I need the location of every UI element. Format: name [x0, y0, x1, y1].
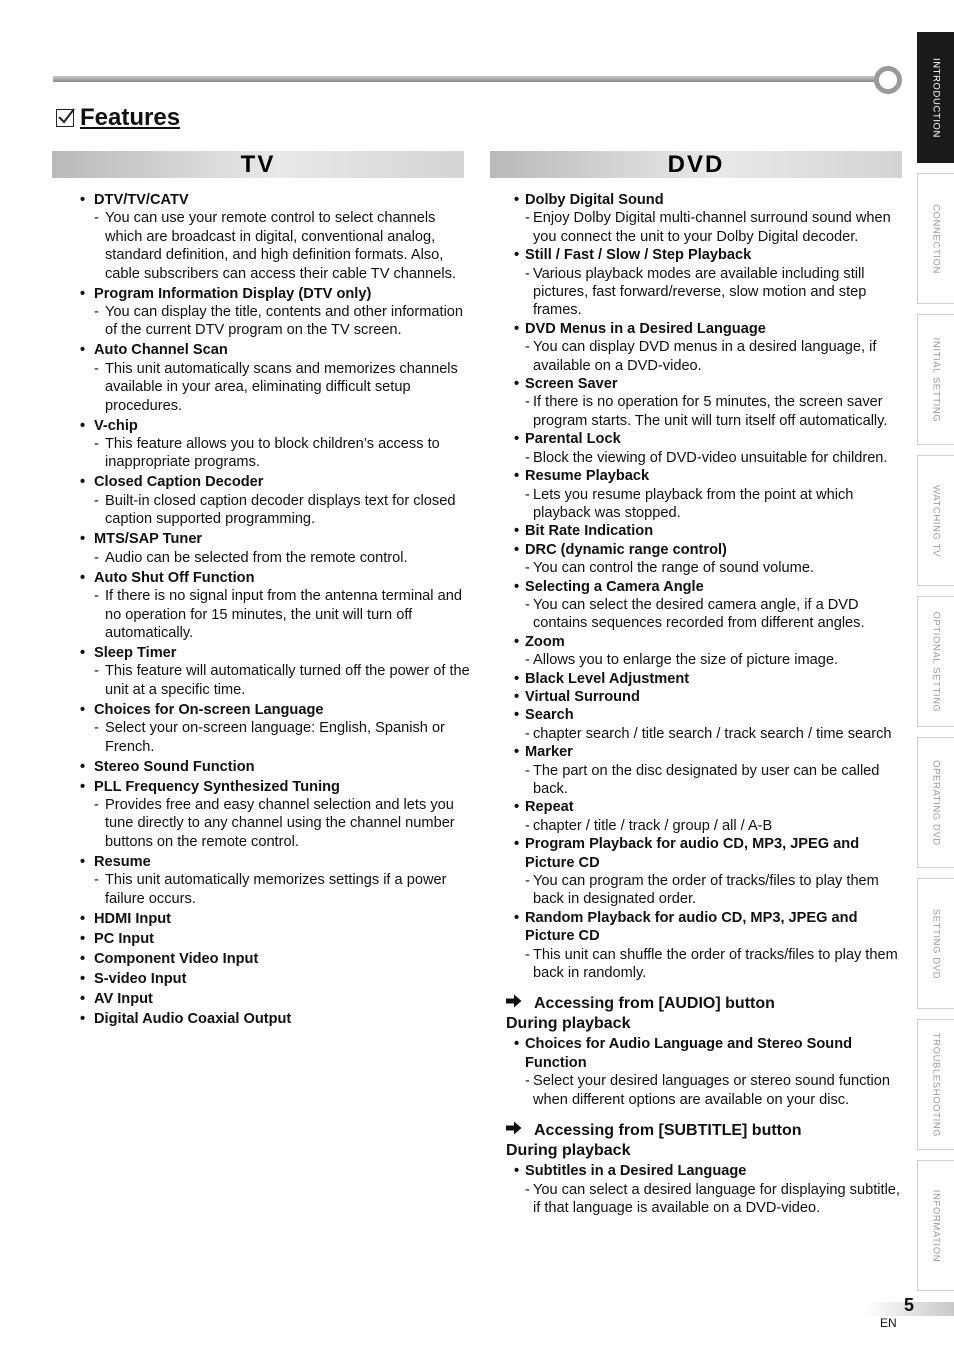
dvd-feature-column — [506, 191, 906, 1217]
item-title: AV Input — [94, 990, 153, 1007]
item-desc: - You can program the order of tracks/files to play them back in designated order. — [525, 872, 906, 909]
tab-label: OPTIONAL SETTING — [930, 610, 942, 713]
item-title: Selecting a Camera Angle — [525, 578, 704, 595]
list-item: • Search - chapter search / title search / track search / time search — [514, 706, 906, 743]
item-desc: - chapter search / title search / track search / time search — [525, 725, 906, 743]
list-item: • DRC (dynamic range control) - You can control the range of sound volume. — [514, 541, 906, 578]
item-desc: - Audio can be selected from the remote control. — [94, 549, 470, 567]
list-item: • Choices for On-screen Language - Select your on-screen language: English, Spanish or French. — [80, 701, 470, 756]
tab-label: OPERATING DVD — [930, 759, 942, 846]
item-desc: - Select your desired languages or stereo sound function when different options are available on your disc. — [525, 1072, 906, 1109]
audio-access-heading: Accessing from [AUDIO] button — [506, 994, 906, 1014]
item-desc: - This feature will automatically turned off the power of the unit at a specific time. — [94, 662, 470, 699]
item-title: Program Information Display (DTV only) — [94, 285, 372, 302]
item-title: DRC (dynamic range control) — [525, 541, 727, 558]
item-title: Black Level Adjustment — [525, 670, 690, 687]
item-title: Resume — [94, 853, 151, 870]
item-title: Virtual Surround — [525, 688, 640, 705]
item-title: S-video Input — [94, 970, 187, 987]
tab-setting-dvd[interactable] — [917, 878, 954, 1009]
item-desc: - If there is no operation for 5 minutes, the screen saver program starts. The unit will turn itself off automatically. — [525, 393, 906, 430]
item-title: Marker — [525, 744, 573, 761]
list-item: • Auto Channel Scan - This unit automatically scans and memorizes channels available in your area, eliminating difficult setup procedures. — [80, 341, 470, 415]
item-title: Resume Playback — [525, 468, 650, 485]
page-heading — [56, 104, 180, 132]
item-desc: - Block the viewing of DVD-video unsuitable for children. — [525, 449, 906, 467]
tab-operating-dvd[interactable] — [917, 737, 954, 868]
item-title: Choices for On-screen Language — [94, 701, 324, 718]
item-desc: - Built-in closed caption decoder displays text for closed caption supported programming. — [94, 492, 470, 529]
list-item: • V-chip - This feature allows you to block children’s access to inappropriate programs. — [80, 417, 470, 472]
item-desc: - If there is no signal input from the antenna terminal and no operation for 15 minutes, the unit will turn off automatically. — [94, 587, 470, 642]
list-item: • Bit Rate Indication — [514, 522, 906, 540]
list-item: • Parental Lock - Block the viewing of DVD-video unsuitable for children. — [514, 430, 906, 467]
item-desc: - chapter / title / track / group / all / A-B — [525, 817, 906, 835]
arrow-right-icon — [506, 994, 524, 1014]
page-title: Features — [80, 104, 181, 131]
item-title: Dolby Digital Sound — [525, 192, 664, 208]
item-title: Closed Caption Decoder — [94, 474, 264, 491]
list-item: • Black Level Adjustment — [514, 670, 906, 688]
tab-label: WATCHING TV — [930, 484, 942, 557]
tab-connection[interactable] — [917, 173, 954, 304]
item-desc: - Enjoy Dolby Digital multi-channel surround sound when you connect the unit to your Dolby Digital decoder. — [525, 209, 906, 246]
item-title: HDMI Input — [94, 910, 172, 927]
list-item: • Random Playback for audio CD, MP3, JPEG and Picture CD - This unit can shuffle the order of tracks/files to play them back in randomly. — [514, 909, 906, 983]
list-item: • Sleep Timer - This feature will automatically turned off the power of the unit at a specific time. — [80, 644, 470, 699]
list-item: • HDMI Input — [80, 910, 470, 928]
list-item: • Marker - The part on the disc designated by user can be called back. — [514, 743, 906, 798]
item-desc: - This unit automatically memorizes settings if a power failure occurs. — [94, 871, 470, 908]
tab-watching-tv[interactable] — [917, 455, 954, 586]
item-title: Search — [525, 707, 574, 724]
arrow-right-icon — [506, 1121, 524, 1141]
list-item: • Digital Audio Coaxial Output — [80, 1010, 470, 1028]
item-desc: - You can select a desired language for displaying subtitle, if that language is available on a DVD-video. — [525, 1181, 906, 1218]
list-item: • DVD Menus in a Desired Language - You can display DVD menus in a desired language, if available on a DVD-video. — [514, 320, 906, 375]
dvd-section-header: DVD — [490, 151, 902, 178]
item-title: Component Video Input — [94, 950, 259, 967]
dvd-feature-list — [514, 191, 906, 982]
page-language: EN — [880, 1316, 897, 1330]
list-item: • Stereo Sound Function — [80, 758, 470, 776]
item-title: Digital Audio Coaxial Output — [94, 1010, 292, 1027]
subtitle-access-subheading: During playback — [506, 1142, 631, 1160]
item-desc: - This feature allows you to block children’s access to inappropriate programs. — [94, 435, 470, 472]
item-desc: - You can display the title, contents and other information of the current DTV program on the TV screen. — [94, 303, 470, 340]
item-desc: - You can control the range of sound volume. — [525, 559, 906, 577]
item-title: Parental Lock — [525, 431, 621, 448]
list-item: • S-video Input — [80, 970, 470, 988]
list-item: • Resume Playback - Lets you resume playback from the point at which playback was stopped. — [514, 467, 906, 522]
item-title: Zoom — [525, 633, 565, 650]
tab-information[interactable] — [917, 1160, 954, 1291]
item-title: Auto Channel Scan — [94, 342, 228, 359]
list-item: • Subtitles in a Desired Language - You can select a desired language for displaying subtitle, if that language is available on a DVD-video. — [514, 1162, 906, 1217]
list-item: • Choices for Audio Language and Stereo Sound Function - Select your desired languages or stereo sound function when different options are available on your disc. — [514, 1035, 906, 1109]
subtitle-access-heading: Accessing from [SUBTITLE] button — [506, 1121, 906, 1141]
subtitle-access-section — [506, 1121, 906, 1217]
tab-label: CONNECTION — [930, 203, 942, 274]
list-item: • Resume - This unit automatically memorizes settings if a power failure occurs. — [80, 853, 470, 908]
checkbox-icon — [56, 109, 74, 127]
list-item: • Zoom - Allows you to enlarge the size of picture image. — [514, 633, 906, 670]
list-item: • Dolby Digital Sound - Enjoy Dolby Digital multi-channel surround sound when you connect the unit to your Dolby Digital decoder. — [514, 191, 906, 246]
tab-troubleshooting[interactable] — [917, 1019, 954, 1150]
list-item: • PC Input — [80, 930, 470, 948]
item-title: DTV/TV/CATV — [94, 192, 189, 208]
list-item: • Program Information Display (DTV only) - You can display the title, contents and other information of the current DTV program on the TV screen. — [80, 285, 470, 340]
list-item: • Component Video Input — [80, 950, 470, 968]
list-item: • PLL Frequency Synthesized Tuning - Provides free and easy channel selection and lets you tune directly to any channel using the channel number buttons on the remote control. — [80, 778, 470, 852]
tv-section-header: TV — [52, 151, 464, 178]
list-item: • Selecting a Camera Angle - You can select the desired camera angle, if a DVD contains sequences recorded from different angles. — [514, 578, 906, 633]
list-item: • DTV/TV/CATV - You can use your remote control to select channels which are broadcast in digital, conventional analog, standard definition, and high definition formats. Also, cable subscribers can access their cable TV channels. — [80, 191, 470, 283]
item-title: Subtitles in a Desired Language — [525, 1163, 747, 1180]
tab-label: INTRODUCTION — [930, 57, 942, 138]
item-desc: - Various playback modes are available including still pictures, fast forward/reverse, slow motion and step frames. — [525, 265, 906, 320]
item-title: Bit Rate Indication — [525, 523, 654, 540]
list-item: • Virtual Surround — [514, 688, 906, 706]
tab-label: SETTING DVD — [930, 908, 942, 979]
tab-initial-setting[interactable] — [917, 314, 954, 445]
list-item: • AV Input — [80, 990, 470, 1008]
list-item: • Closed Caption Decoder - Built-in closed caption decoder displays text for closed caption supported programming. — [80, 473, 470, 528]
item-desc: - Allows you to enlarge the size of picture image. — [525, 651, 906, 669]
list-item: • Screen Saver - If there is no operation for 5 minutes, the screen saver program starts. The unit will turn itself off automatically. — [514, 375, 906, 430]
item-desc: - You can use your remote control to select channels which are broadcast in digital, conventional analog, standard definition, and high definition formats. Also, cable subscribers can access their cable TV channels. — [94, 209, 470, 283]
item-title: Auto Shut Off Function — [94, 569, 255, 586]
item-desc: - You can display DVD menus in a desired language, if available on a DVD-video. — [525, 338, 906, 375]
audio-access-section — [506, 994, 906, 1109]
tab-optional-setting[interactable] — [917, 596, 954, 727]
item-desc: - This unit can shuffle the order of tracks/files to play them back in randomly. — [525, 946, 906, 983]
page-number: 5 — [904, 1295, 915, 1315]
item-title: Random Playback for audio CD, MP3, JPEG and Picture CD — [525, 909, 858, 945]
item-title: V-chip — [94, 417, 138, 434]
list-item: • Program Playback for audio CD, MP3, JPEG and Picture CD - You can program the order of tracks/files to play them back in designated order. — [514, 835, 906, 909]
list-item: • Auto Shut Off Function - If there is no signal input from the antenna terminal and no operation for 15 minutes, the unit will turn off automatically. — [80, 569, 470, 643]
item-title: Sleep Timer — [94, 644, 177, 661]
item-title: PC Input — [94, 930, 154, 947]
item-title: Still / Fast / Slow / Step Playback — [525, 247, 752, 264]
item-title: Program Playback for audio CD, MP3, JPEG and Picture CD — [525, 836, 860, 871]
tab-label: TROUBLESHOOTING — [930, 1032, 942, 1137]
item-desc: - The part on the disc designated by user can be called back. — [525, 762, 906, 799]
item-title: PLL Frequency Synthesized Tuning — [94, 778, 340, 795]
item-desc: - Select your on-screen language: English, Spanish or French. — [94, 719, 470, 756]
item-title: Screen Saver — [525, 376, 618, 393]
tv-feature-list — [80, 191, 470, 1030]
item-desc: - Lets you resume playback from the point at which playback was stopped. — [525, 486, 906, 523]
item-desc: - You can select the desired camera angle, if a DVD contains sequences recorded from different angles. — [525, 596, 906, 633]
top-rule — [53, 76, 879, 82]
item-title: Stereo Sound Function — [94, 758, 255, 775]
item-desc: - This unit automatically scans and memorizes channels available in your area, eliminating difficult setup procedures. — [94, 360, 470, 415]
tab-introduction[interactable] — [917, 32, 954, 163]
item-title: Repeat — [525, 799, 574, 816]
item-title: MTS/SAP Tuner — [94, 531, 203, 548]
item-desc: - Provides free and easy channel selection and lets you tune directly to any channel using the channel number buttons on the remote control. — [94, 796, 470, 851]
item-title: Choices for Audio Language and Stereo Sound Function — [525, 1036, 853, 1071]
list-item: • Repeat - chapter / title / track / group / all / A-B — [514, 798, 906, 835]
list-item: • MTS/SAP Tuner - Audio can be selected from the remote control. — [80, 530, 470, 567]
audio-access-subheading: During playback — [506, 1015, 631, 1033]
list-item: • Still / Fast / Slow / Step Playback - Various playback modes are available including still pictures, fast forward/reverse, slow motion and step frames. — [514, 246, 906, 320]
tab-label: INITIAL SETTING — [930, 337, 942, 422]
tab-label: INFORMATION — [930, 1189, 942, 1262]
item-title: DVD Menus in a Desired Language — [525, 320, 766, 337]
ring-icon — [874, 66, 902, 94]
